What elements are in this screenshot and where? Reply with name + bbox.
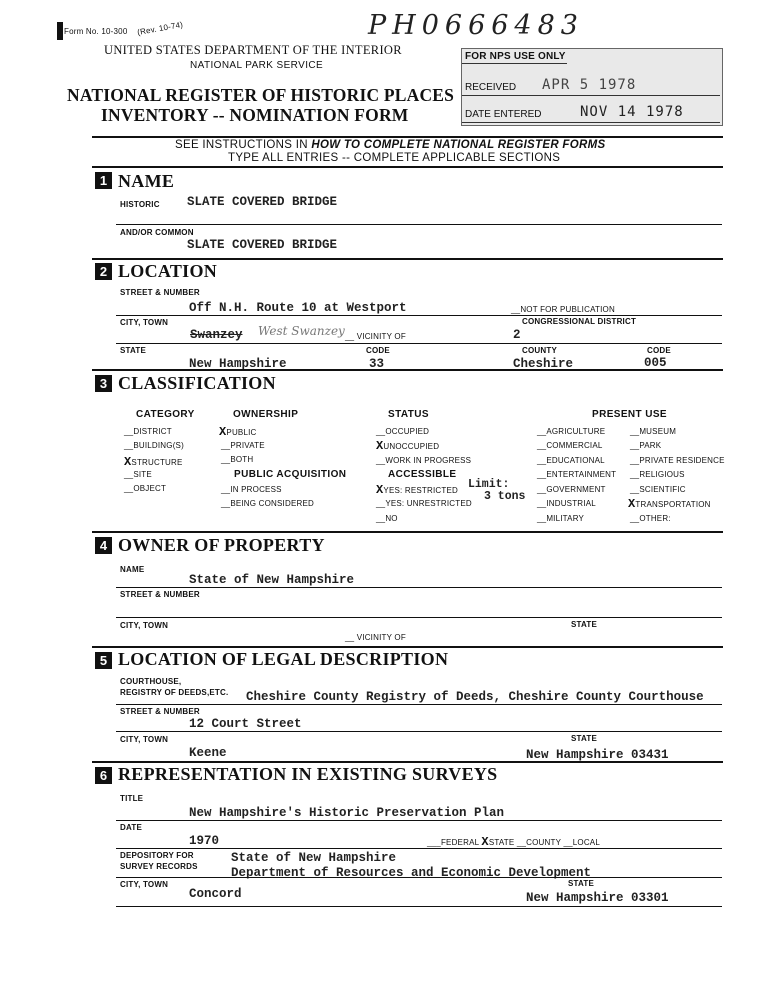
category-structure-checkmark: X [124,455,132,469]
legal-city-value: Keene [189,746,227,760]
section-5-title: LOCATION OF LEGAL DESCRIPTION [118,649,449,669]
not-for-publication-label: __NOT FOR PUBLICATION [511,305,615,314]
present-use-heading: PRESENT USE [592,409,667,420]
form-title-line2: INVENTORY -- NOMINATION FORM [101,105,409,125]
section-5-number: 5 [95,652,112,669]
location-city-value: Swanzey [190,328,243,342]
depository-label-line1: DEPOSITORY FOR [120,851,194,860]
accessible-restricted-label: YES: RESTRICTED [383,486,458,495]
use-religious[interactable]: __RELIGIOUS [630,470,685,479]
survey-level-state[interactable] [481,835,515,849]
owner-city-label: CITY, TOWN [120,621,169,630]
survey-title-rule [116,820,722,821]
survey-date-value: 1970 [189,834,220,848]
accessible-heading: ACCESSIBLE [388,469,457,480]
survey-date-label: DATE [120,823,142,832]
use-government-label: GOVERNMENT [546,485,606,494]
date-entered-rule [462,122,720,123]
section-1-number: 1 [95,172,112,189]
instructions-prefix: SEE INSTRUCTIONS IN [175,139,312,151]
header-rule-bottom [92,166,723,168]
category-buildings[interactable]: __BUILDING(S) [124,441,184,450]
ownership-public-checkmark: X [219,425,227,439]
section-2-bottom-rule [92,369,723,371]
survey-level-county[interactable]: __COUNTY [516,838,561,847]
section-4-number: 4 [95,537,112,554]
status-unoccupied-label: UNOCCUPIED [383,442,440,451]
accessible-restricted[interactable] [376,483,458,497]
use-museum[interactable]: __MUSEUM [630,427,677,436]
common-name-label: AND/OR COMMON [120,228,194,237]
use-private-residence[interactable]: __PRIVATE RESIDENCE [630,456,725,465]
county-label: COUNTY [522,346,557,355]
survey-level-federal[interactable]: ___FEDERAL [427,838,479,847]
accessible-no-label: NO [385,514,398,523]
courthouse-label-line2: REGISTRY OF DEEDS,ETC. [120,688,229,697]
form-number: Form No. 10-300 [64,27,128,36]
courthouse-value: Cheshire County Registry of Deeds, Cheshire County Courthouse [246,690,704,704]
nps-use-only-box [461,48,723,126]
survey-state-value: New Hampshire 03301 [526,891,669,905]
owner-name-label: NAME [120,565,145,574]
use-military-label: MILITARY [546,514,585,523]
location-city-rule [116,343,722,344]
section-4-title: OWNER OF PROPERTY [118,535,325,555]
use-military[interactable]: __MILITARY [537,514,585,523]
owner-street-rule [116,617,722,618]
legal-street-label: STREET & NUMBER [120,707,200,716]
use-other-label: OTHER: [639,514,671,523]
survey-date-rule [116,848,722,849]
location-state-value: New Hampshire [189,357,287,371]
nps-box-title: FOR NPS USE ONLY [465,51,566,62]
survey-title-value: New Hampshire's Historic Preservation Plan [189,806,505,820]
survey-level-county-label: COUNTY [526,838,561,847]
status-unoccupied-checkmark: X [376,439,384,453]
header-rule-top [92,136,723,138]
use-park[interactable]: __PARK [630,441,662,450]
date-entered-stamp: NOV 14 1978 [580,104,684,120]
owner-name-rule [116,587,722,588]
section-2-number: 2 [95,263,112,280]
courthouse-label-line1: COURTHOUSE, [120,677,182,686]
section-1-title: NAME [118,171,175,191]
ownership-private[interactable]: __PRIVATE [221,441,265,450]
category-object[interactable]: __OBJECT [124,484,167,493]
section-1-bottom-rule [92,258,723,260]
legal-city-label: CITY, TOWN [120,735,169,744]
category-structure[interactable] [124,455,183,469]
nps-box-title-rule [462,63,567,64]
state-code-value: 33 [369,357,385,371]
form-corner-mark [57,22,63,40]
state-code-label: CODE [366,346,390,355]
congressional-district-label: CONGRESSIONAL DISTRICT [522,317,637,326]
use-other[interactable]: __OTHER: [630,514,671,523]
use-religious-label: RELIGIOUS [639,470,685,479]
vicinity-of-label: __ VICINITY OF [345,332,406,341]
use-scientific[interactable]: __SCIENTIFIC [630,485,686,494]
ownership-both-label: BOTH [230,455,254,464]
form-title-line1: NATIONAL REGISTER OF HISTORIC PLACES [67,85,455,105]
section-5-bottom-rule [92,761,723,763]
use-entertainment[interactable]: __ENTERTAINMENT [537,470,617,479]
use-educational-label: EDUCATIONAL [546,456,605,465]
survey-level-federal-label: FEDERAL [440,838,479,847]
ownership-private-label: PRIVATE [230,441,265,450]
legal-state-label: STATE [571,734,598,743]
use-agriculture-label: AGRICULTURE [546,427,606,436]
use-scientific-label: SCIENTIFIC [639,485,686,494]
historic-name-value: SLATE COVERED BRIDGE [187,195,338,209]
ownership-public-label: PUBLIC [226,428,257,437]
category-buildings-label: BUILDING(S) [133,441,184,450]
service-name: NATIONAL PARK SERVICE [190,60,324,71]
survey-state-label: STATE [568,879,595,888]
survey-level-state-checkmark: X [481,835,489,849]
survey-city-value: Concord [189,887,242,901]
use-transportation-label: TRANSPORTATION [635,500,711,509]
location-street-rule [116,315,722,316]
depository-rule [116,877,722,878]
category-site-label: SITE [133,470,152,479]
location-city-label: CITY, TOWN [120,318,169,327]
survey-level-local[interactable]: __LOCAL [563,838,600,847]
survey-level-options [427,835,600,849]
weight-limit-note-line2: 3 tons [484,490,526,503]
public-acquisition-heading: PUBLIC ACQUISITION [234,469,347,480]
section-3-number: 3 [95,375,112,392]
not-for-publication-text: NOT FOR PUBLICATION [520,305,615,314]
status-occupied-label: OCCUPIED [385,427,430,436]
ownership-heading: OWNERSHIP [233,409,299,420]
use-entertainment-label: ENTERTAINMENT [546,470,617,479]
owner-vicinity-text: VICINITY OF [356,633,406,642]
accessible-restricted-checkmark: X [376,483,384,497]
status-occupied[interactable]: __OCCUPIED [376,427,430,436]
accessible-unrestricted-label: YES: UNRESTRICTED [385,499,472,508]
use-park-label: PARK [639,441,662,450]
common-name-value: SLATE COVERED BRIDGE [187,238,338,252]
depository-value-line1: State of New Hampshire [231,851,397,865]
owner-street-label: STREET & NUMBER [120,590,200,599]
depository-value-line2: Department of Resources and Economic Development [231,866,592,880]
use-industrial[interactable]: __INDUSTRIAL [537,499,596,508]
legal-street-value: 12 Court Street [189,717,302,731]
department-name: UNITED STATES DEPARTMENT OF THE INTERIOR [104,43,402,57]
acquisition-being-considered-label: BEING CONSIDERED [230,499,314,508]
historic-rule [116,224,722,225]
ownership-both[interactable]: __BOTH [221,455,254,464]
use-transportation[interactable] [628,497,711,511]
use-museum-label: MUSEUM [639,427,677,436]
survey-city-label: CITY, TOWN [120,880,169,889]
use-agriculture[interactable]: __AGRICULTURE [537,427,606,436]
vicinity-of-text: VICINITY OF [356,332,406,341]
use-commercial-label: COMMERCIAL [546,441,603,450]
weight-limit-note-line1: Limit: [468,478,510,491]
handwritten-reference-number: PH0666483 [368,10,584,41]
ownership-public[interactable] [219,425,257,439]
congressional-district-value: 2 [513,328,521,342]
status-unoccupied[interactable] [376,439,439,453]
location-city-handwritten: West Swanzey [258,324,345,338]
use-educational[interactable]: __EDUCATIONAL [537,456,605,465]
instructions-line2: TYPE ALL ENTRIES -- COMPLETE APPLICABLE SECTIONS [228,152,561,164]
owner-state-label: STATE [571,620,598,629]
county-code-label: CODE [647,346,671,355]
survey-city-rule [116,906,722,907]
section-2-title: LOCATION [118,261,218,281]
use-industrial-label: INDUSTRIAL [546,499,596,508]
received-date-stamp: APR 5 1978 [542,77,637,93]
owner-name-value: State of New Hampshire [189,573,355,587]
acquisition-in-process[interactable]: __IN PROCESS [221,485,282,494]
county-code-value: 005 [644,356,667,370]
instructions-line1 [175,139,605,151]
category-district-label: DISTRICT [133,427,172,436]
received-rule [462,95,720,96]
category-object-label: OBJECT [133,484,167,493]
status-work-in-progress[interactable]: __WORK IN PROGRESS [376,456,472,465]
accessible-unrestricted[interactable]: __YES: UNRESTRICTED [376,499,472,508]
location-street-label: STREET & NUMBER [120,288,200,297]
owner-vicinity-label: __ VICINITY OF [345,633,406,642]
accessible-no[interactable]: __NO [376,514,398,523]
category-site[interactable]: __SITE [124,470,152,479]
section-4-bottom-rule [92,646,723,648]
section-3-bottom-rule [92,531,723,533]
location-street-value: Off N.H. Route 10 at Westport [189,301,407,315]
historic-label: HISTORIC [120,200,160,209]
use-transportation-checkmark: X [628,497,636,511]
use-government[interactable]: __GOVERNMENT [537,485,606,494]
section-6-number: 6 [95,767,112,784]
acquisition-in-process-label: IN PROCESS [230,485,282,494]
depository-label-line2: SURVEY RECORDS [120,862,198,871]
category-structure-label: STRUCTURE [131,458,183,467]
legal-state-value: New Hampshire 03431 [526,748,669,762]
section-3-title: CLASSIFICATION [118,373,276,393]
category-district[interactable]: __DISTRICT [124,427,172,436]
survey-level-local-label: LOCAL [572,838,600,847]
instructions-manual-title: HOW TO COMPLETE NATIONAL REGISTER FORMS [311,139,606,151]
use-commercial[interactable]: __COMMERCIAL [537,441,603,450]
status-heading: STATUS [388,409,429,420]
section-6-title: REPRESENTATION IN EXISTING SURVEYS [118,764,498,784]
date-entered-label: DATE ENTERED [465,109,542,120]
category-heading: CATEGORY [136,409,195,420]
courthouse-rule [116,704,722,705]
acquisition-being-considered[interactable]: __BEING CONSIDERED [221,499,314,508]
received-label: RECEIVED [465,82,517,93]
use-private-residence-label: PRIVATE RESIDENCE [639,456,725,465]
county-value: Cheshire [513,357,574,371]
status-work-in-progress-label: WORK IN PROGRESS [385,456,472,465]
survey-level-state-label: STATE [488,838,515,847]
location-state-label: STATE [120,346,147,355]
legal-street-rule [116,731,722,732]
form-revision: (Rev. 10-74) [136,20,184,37]
survey-title-label: TITLE [120,794,144,803]
